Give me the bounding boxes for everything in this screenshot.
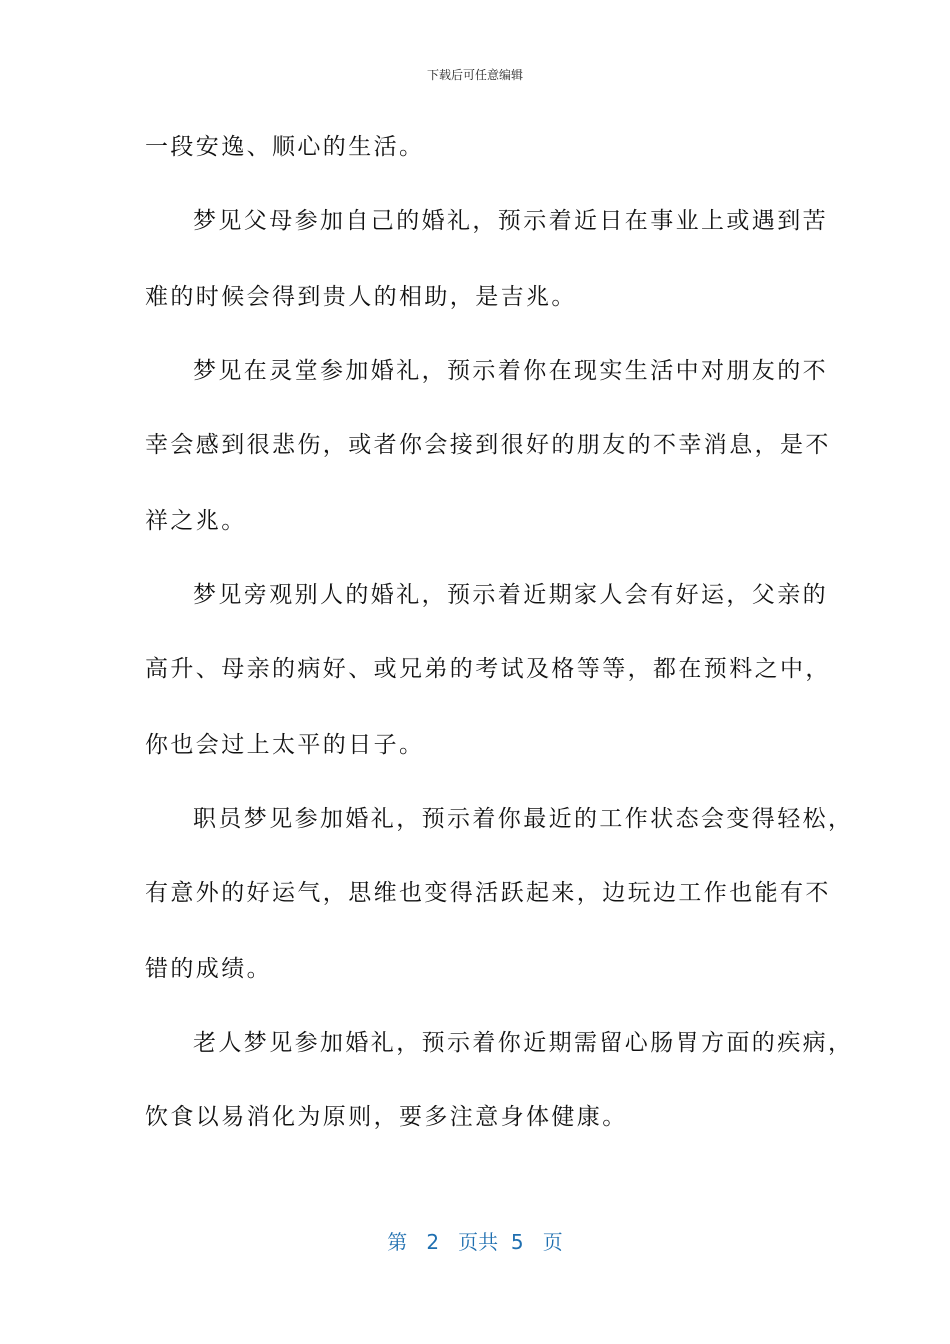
current-page-number: 2 [426, 1230, 440, 1254]
page-label-middle: 页共 [458, 1230, 499, 1254]
paragraph-line: 高升、母亲的病好、或兄弟的考试及格等等，都在预料之中， [145, 656, 831, 682]
page-number-footer [0, 1226, 950, 1255]
total-pages-number: 5 [510, 1230, 524, 1254]
page-label-suffix: 页 [542, 1230, 563, 1254]
paragraph-line: 梦见在灵堂参加婚礼，预示着你在现实生活中对朋友的不 [193, 358, 828, 384]
paragraph-line: 梦见父母参加自己的婚礼，预示着近日在事业上或遇到苦 [193, 208, 828, 234]
paragraph-line: 错的成绩。 [145, 956, 272, 982]
paragraph-line: 老人梦见参加婚礼，预示着你近期需留心肠胃方面的疾病， [193, 1030, 854, 1056]
paragraph-line: 有意外的好运气，思维也变得活跃起来，边玩边工作也能有不 [145, 880, 831, 906]
paragraph-line: 职员梦见参加婚礼，预示着你最近的工作状态会变得轻松， [193, 806, 854, 832]
paragraph-line: 你也会过上太平的日子。 [145, 732, 425, 758]
paragraph-line: 饮食以易消化为原则，要多注意身体健康。 [145, 1104, 628, 1130]
paragraph-line: 难的时候会得到贵人的相助，是吉兆。 [145, 284, 577, 310]
page-label-prefix: 第 [387, 1230, 408, 1254]
paragraph-line: 幸会感到很悲伤，或者你会接到很好的朋友的不幸消息，是不 [145, 432, 831, 458]
paragraph-line: 梦见旁观别人的婚礼，预示着近期家人会有好运，父亲的 [193, 582, 828, 608]
paragraph-line: 祥之兆。 [145, 508, 247, 534]
page-header-note: 下载后可任意编辑 [426, 68, 523, 82]
paragraph-line: 一段安逸、顺心的生活。 [145, 134, 425, 160]
